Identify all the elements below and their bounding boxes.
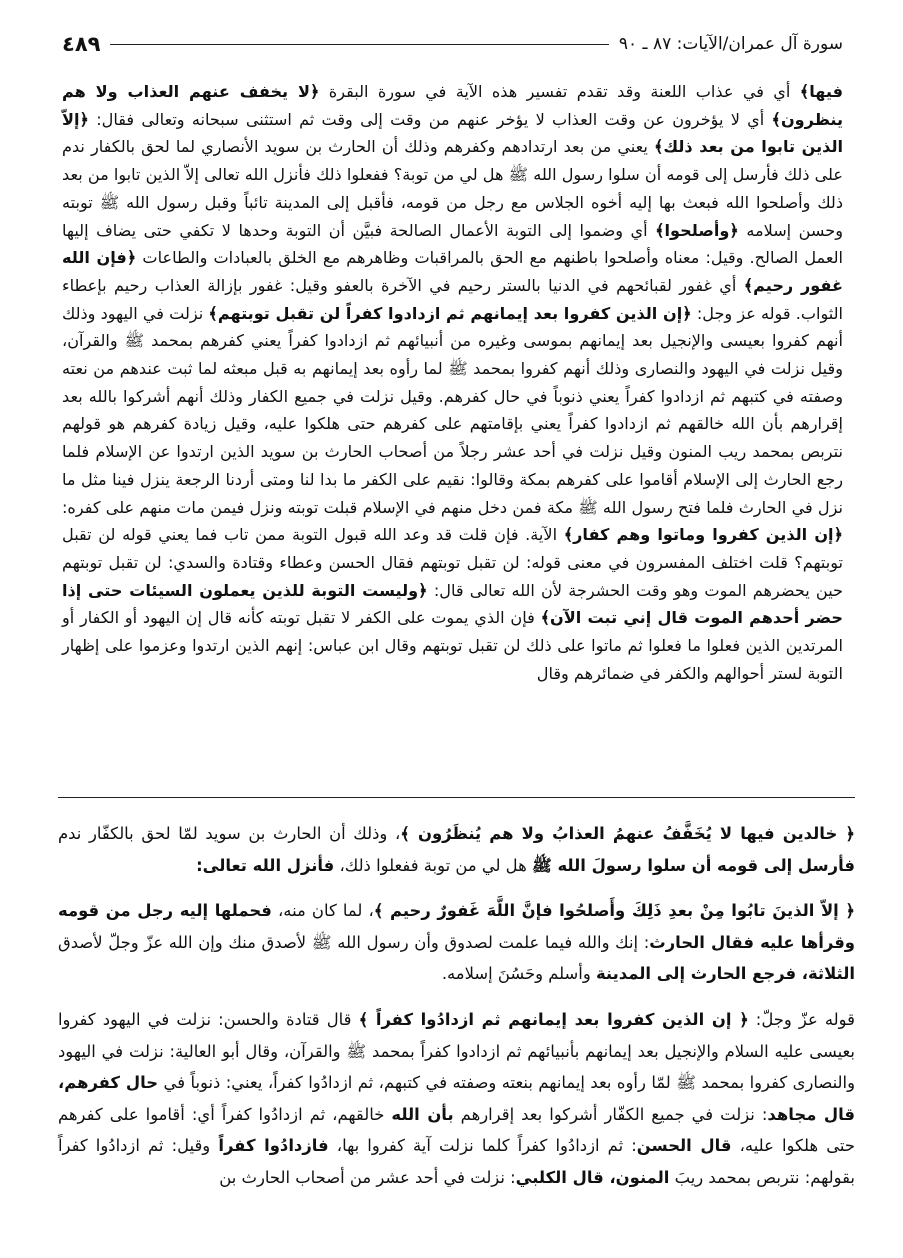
text-segment: أي غفور لقبائحهم في الدنيا بالستر رحيم في الآخرة بالعفو وقيل: غفور بإزالة العذاب رحيم بإعطاء الثواب. قوله عز وجل: [62, 275, 844, 323]
text-segment: : نزلت في أحد عشر من أصحاب الحارث بن [219, 1167, 516, 1187]
quranic-or-bold-segment: ﴿إن الذين كفروا وماتوا وهم كفار﴾ [563, 525, 843, 545]
quranic-or-bold-segment: ﴿وأصلحوا﴾ [655, 220, 739, 240]
text-segment: : ثم ازدادُوا كفراً كلما نزلت آية كفروا بها، [328, 1136, 637, 1156]
text-segment: وأسلم وحَسُنَ إسلامه. [441, 964, 596, 984]
text-segment: : نزلت في جميع الكفّار أشركوا بعد إقرارهم [453, 1104, 768, 1124]
commentary-paragraph [62, 78, 843, 687]
text-segment: هل لي من توبة ففعلوا ذلك، [334, 855, 532, 875]
quranic-or-bold-segment: ﴿إن الذين كفروا بعد إيمانهم ثم ازدادوا كفراً لن تقبل توبتهم﴾ [208, 303, 692, 323]
page-number: ٤٨٩ [62, 32, 101, 56]
text-segment: ، لما كان منه، [271, 901, 374, 921]
text-segment: نزلت في اليهود وذلك أنهم كفروا بعيسى والإنجيل بعد إيمانهم بموسى وغيره من أنبيائهم ثم ازدادوا كفراً يعني كفرهم بمحمد ﷺ والقرآن، وقيل نزلت في اليهود والنصارى وذلك أنهم كفروا بمحمد ﷺ لما رأوه بعد إيمانهم به قبل مبعثه لما ثبت عندهم من نعته وصفته في كتبهم ثم ازدادوا كفراً يعني ذنوباً في حال كفرهم. وقيل نزلت في جميع الكفار وذلك أنهم أشركوا بالله بعد إقرارهم بأن الله خالقهم ثم ازدادوا كفراً يعني بإقامتهم على كفرهم حتى هلكوا عليه، وقيل زيادة كفرهم هو قولهم نتربص بمحمد ريب المنون وقيل نزلت في أحد عشر رجلاً من أصحاب الحارث بن سويد الذين ارتدوا عن الإسلام فلما رجع الحارث إلى الإسلام أقاموا على كفرهم بمكة وقالوا: نقيم على الكفر ما بدا لنا ومتى أردنا الرجعة ينزل فينا مثل ما نزل في الحارث فلما فتح رسول الله ﷺ مكة فمن دخل منهم في الإسلام قبلت توبته ونزل فيمن مات منهم على كفره: [62, 303, 843, 517]
text-segment: وقيل: ثم ازدادُوا كفراً بقولهم: نتربص بمحمد ريبَ [58, 1136, 855, 1187]
footnote-paragraph [58, 895, 855, 990]
quranic-or-bold-segment: بأن الله [391, 1104, 454, 1124]
quranic-or-bold-segment: ﴿لا يخفف عنهم العذاب ولا هم ينظرون﴾ [62, 82, 843, 129]
text-segment: خالقهم، ثم ازدادُوا كفراً أي: أقاموا على كفرهم حتى هلكوا عليه، [58, 1104, 855, 1156]
quranic-or-bold-segment: حال كفرهم، قال مجاهد [58, 1073, 855, 1124]
quranic-or-bold-segment: فأرسل إلى قومه أن سلوا رسولَ الله ﷺ [531, 855, 855, 875]
text-segment: الآية. فإن قلت قد وعد الله قبول التوبة ممن تاب فما يعني قوله لن تقبل توبتهم؟ قلت اختلف المفسرون في معنى قوله: لن تقبل توبتهم فقال الحسن وعطاء وقتادة والسدي: لن تقبل توبتهم حين يحضرهم الموت وهو وقت الحشرجة لأن الله تعالى قال: [62, 525, 843, 600]
footnote-divider [58, 797, 855, 798]
header-rule [110, 44, 608, 45]
quranic-or-bold-segment: ﴿وليست التوبة للذين يعملون السيئات حتى إذا حضر أحدهم الموت قال إني تبت الآن﴾ [62, 580, 843, 628]
quranic-or-bold-segment: فحملها إليه رجل من قومه وقرأها عليه فقال الحارث [58, 901, 855, 952]
quranic-or-bold-segment: ﴿ إلاّ الذينَ تابُوا مِنْ بعدِ ذَلِكَ وأَصلحُوا فإنَّ اللَّهَ غَفورٌ رحيم ﴾ [373, 901, 855, 921]
page-header [62, 30, 843, 58]
quranic-or-bold-segment: فازدادُوا كفراً [218, 1136, 329, 1156]
text-segment: ، وذلك أن الحارث بن سويد لمّا لحق بالكفّار ندم [58, 824, 401, 843]
text-segment: يعني من بعد ارتدادهم وكفرهم وذلك أن الحارث بن سويد الأنصاري لما لحق بالكفار ندم على ذلك فأرسل إلى قومه أن سلوا رسول الله ﷺ هل لي من توبة؟ ففعلوا ذلك فأنزل الله تعالى إلاّ الذين تابوا من بعد ذلك وأصلحوا الله فبعث بها إليه أخوه الجلاس مع رجل من قومه، فأقبل إلى المدينة تائباً وقبل رسول الله ﷺ توبته وحسن إسلامه [62, 137, 843, 240]
quranic-or-bold-segment: فيها﴾ [799, 82, 843, 101]
footnote-paragraph [58, 1004, 855, 1194]
quranic-or-bold-segment: ﴿إلاّ الذين تابوا من بعد ذلك﴾ [62, 109, 844, 157]
commentary-text [62, 78, 843, 687]
text-segment: : إنك والله فيما علمت لصدوق وأن رسول الله ﷺ لأصدق منك وإن الله عزّ وجلّ لأصدق [58, 932, 650, 952]
running-title: سورة آل عمران/الآيات: ٨٧ ـ ٩٠ [618, 34, 843, 54]
text-segment: أي وضموا إلى التوبة الأعمال الصالحة فبيَّن أن التوبة وحدها لا تكفي حتى يضاف إليها العمل الصالح. وقيل: معناه وأصلحوا باطنهم مع الحق بالمراقبات وظاهرهم مع الخلق بالعبادات والطاعات [62, 220, 843, 268]
text-segment: فإن الذي يموت على الكفر لا تقبل توبته كأنه قال إن اليهود أو الكفار أو المرتدين الذين فعلوا ما فعلوا ثم ماتوا على ذلك لن تقبل توبتهم وقال ابن عباس: إنهم الذين ارتدوا وعزموا على إظهار التوبة لستر أحوالهم والكفر في ضمائرهم وقال [62, 608, 843, 683]
quranic-or-bold-segment: ﴿ إن الذين كفروا بعد إيمانهم ثم ازدادُوا كفراً ﴾ [358, 1009, 749, 1029]
quranic-or-bold-segment: قال الحسن [636, 1136, 732, 1156]
footnotes-text [58, 818, 855, 1194]
quranic-or-bold-segment: الثلاثة، فرجع الحارث إلى المدينة [595, 964, 855, 984]
quranic-or-bold-segment: ﴿ خالدين فيها لا يُخَفَّفُ عنهمُ العذابُ ولا هم يُنظَرُون ﴾ [400, 824, 856, 843]
quranic-or-bold-segment: فأنزل الله تعالى: [196, 855, 335, 875]
text-segment: قوله عزّ وجلّ: [748, 1009, 855, 1029]
footnote-paragraph [58, 818, 855, 881]
quranic-or-bold-segment: المنون، قال الكلبي [515, 1167, 670, 1187]
quranic-or-bold-segment: ﴿فإن الله غفور رحيم﴾ [62, 248, 843, 295]
text-segment: أي في عذاب اللعنة وقد تقدم تفسير هذه الآية في سورة البقرة [319, 82, 800, 101]
text-segment: أي لا يؤخرون عن وقت العذاب لا يؤخر عنهم من وقت إلى وقت ثم استثنى سبحانه وتعالى فقال: [88, 109, 772, 129]
text-segment: قال قتادة والحسن: نزلت في اليهود كفروا بعيسى عليه السلام والإنجيل بعد إيمانهم بأنبيائهم ثم ازدادوا كفراً بمحمد ﷺ والقرآن، وقال أبو العالية: نزلت في اليهود والنصارى كفروا بمحمد ﷺ لمّا رأوه بعد إيمانهم بنعته وصفته في كتبهم، ثم ازدادُوا كفراً، يعني: ذنوباً في [58, 1009, 855, 1093]
